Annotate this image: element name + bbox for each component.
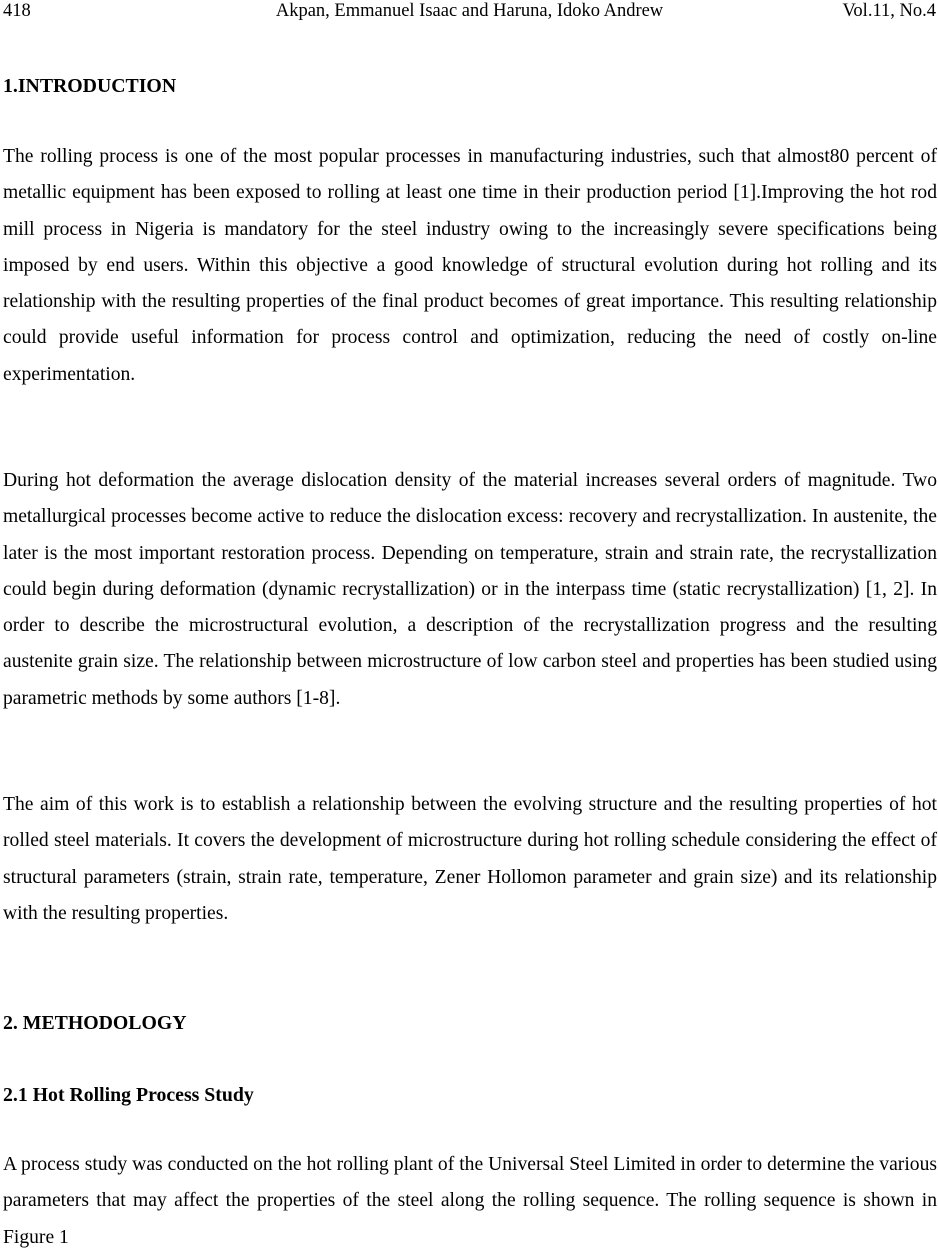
introduction-paragraph-3: The aim of this work is to establish a relationship between the evolving structure and the resulting properties of hot rolled steel materials. It covers the development of microstructure during hot rolling schedule considering the effect of structural parameters (strain, strain rate, temperature, Zener Hollomon parameter and grain size) and its relationship with the resulting properties. bbox=[3, 794, 937, 924]
subsection-heading-hot-rolling: 2.1 Hot Rolling Process Study bbox=[3, 1084, 254, 1106]
page-number: 418 bbox=[3, 1, 31, 21]
running-header bbox=[3, 0, 936, 22]
section-heading-methodology: 2. METHODOLOGY bbox=[3, 1012, 187, 1034]
methodology-paragraph: A process study was conducted on the hot rolling plant of the Universal Steel Limited in order to determine the various parameters that may affect the properties of the steel along the rolling sequence. The rolling sequence is shown in Figure 1 bbox=[3, 1154, 937, 1248]
header-authors: Akpan, Emmanuel Isaac and Haruna, Idoko Andrew bbox=[275, 1, 664, 21]
header-volume: Vol.11, No.4 bbox=[842, 1, 936, 21]
introduction-paragraph-2: During hot deformation the average dislocation density of the material increases several orders of magnitude. Two metallurgical processes become active to reduce the dislocation excess: recovery and recrystallization. In austenite, the later is the most important restoration process. Depending on temperature, strain and strain rate, the recrystallization could begin during deformation (dynamic recrystallization) or in the interpass time (static recrystallization) [1, 2]. In order to describe the microstructural evolution, a description of the recrystallization progress and the resulting austenite grain size. The relationship between microstructure of low carbon steel and properties has been studied using parametric methods by some authors [1-8]. bbox=[3, 470, 937, 709]
section-heading-introduction: 1.INTRODUCTION bbox=[3, 75, 177, 97]
introduction-paragraph-1: The rolling process is one of the most popular processes in manufacturing industries, such that almost80 percent of metallic equipment has been exposed to rolling at least one time in their production period [1].Improving the hot rod mill process in Nigeria is mandatory for the steel industry owing to the increasingly severe specifications being imposed by end users. Within this objective a good knowledge of structural evolution during hot rolling and its relationship with the resulting properties of the final product becomes of great importance. This resulting relationship could provide useful information for process control and optimization, reducing the need of costly on-line experimentation. bbox=[3, 146, 937, 385]
